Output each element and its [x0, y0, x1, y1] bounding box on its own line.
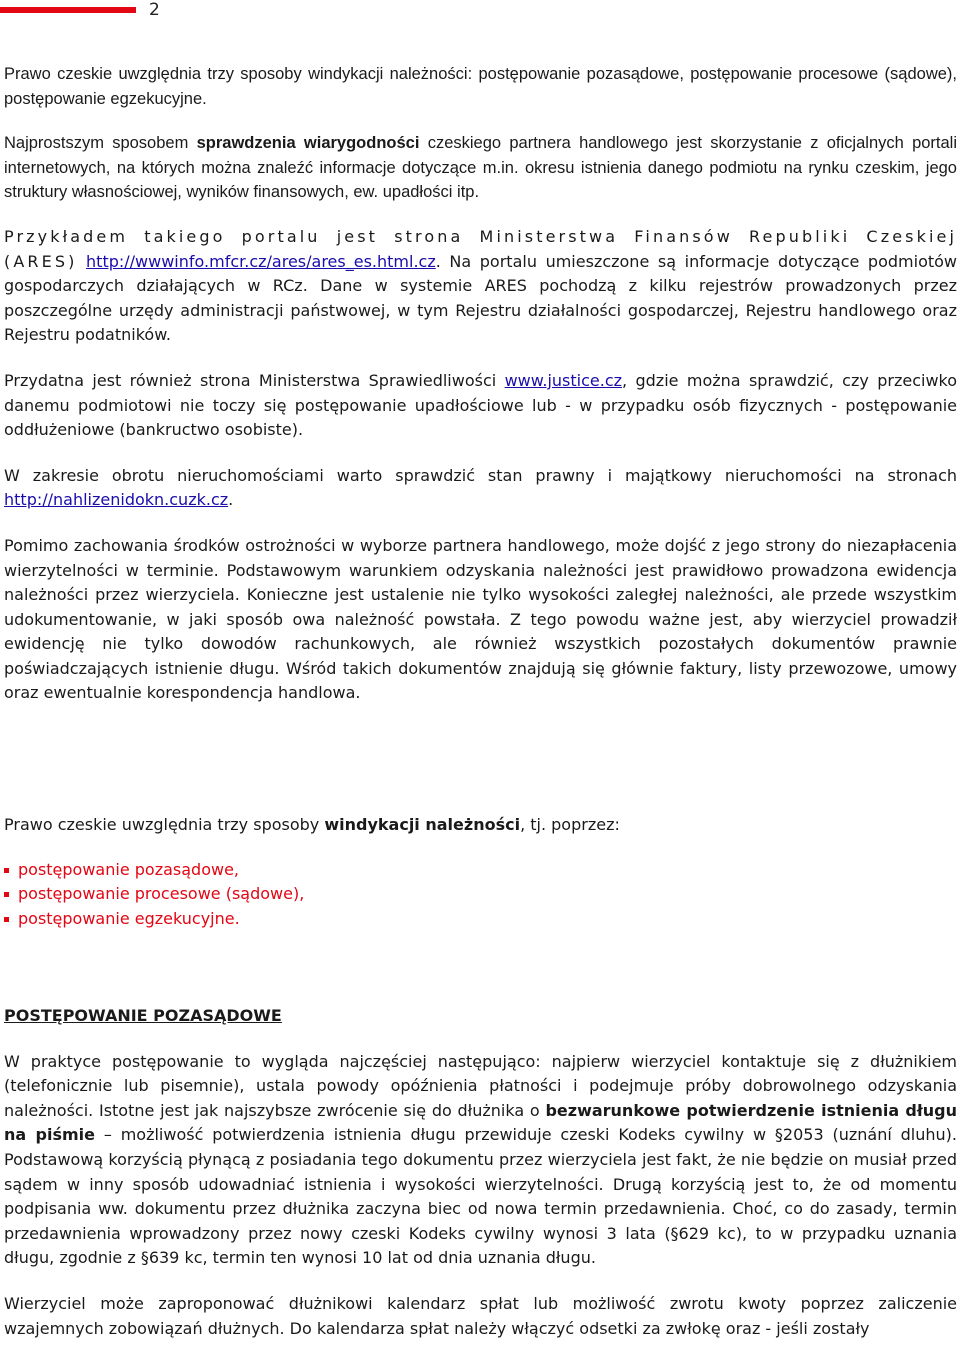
text-span: . Na portalu umieszczone są informacje dotyczące podmiotów gospodarczych działających w RCz. Dane w systemie ARES pochodzą z kilku rejestrów prowadzonych przez poszczególne urzędy administracji państwowej, w tym Rejestru działalności gospodarczej, Rejestru handlowego oraz Rejestru podatników. [4, 251, 958, 345]
list-item [4, 858, 957, 883]
list-item-label: postępowanie egzekucyjne. [18, 909, 240, 929]
text-span: . [228, 490, 234, 510]
text-span: W praktyce postępowanie to wygląda najczęściej następująco: najpierw wierzyciel kontaktuje się z dłużnikiem (telefonicznie lub pisemnie), ustala powody opóźnienia płatności i podejmuje próby dobrowolnego odzyskania należności. Istotne jest jak najszybsze zwrócenie się do dłużnika o [4, 1051, 957, 1120]
repayment-paragraph: Wierzyciel może zaproponować dłużnikowi kalendarz spłat lub możliwość zwrotu kwoty poprzez zaliczenie wzajemnych zobowiązań dłużnych. Do kalendarza spłat należy włączyć odsetki za zwłokę oraz - jeśli zostały [4, 1293, 957, 1338]
text-span: Przykładem takiego portalu jest strona Ministerstwa Finansów Republiki Czeskiej (ARES) [4, 226, 957, 271]
text-span: Najprostszym sposobem [4, 134, 197, 153]
text-span: W zakresie obrotu nieruchomościami warto sprawdzić stan prawny i majątkowy nieruchomości na stronach [4, 465, 957, 485]
ares-link[interactable]: http://wwwinfo.mfcr.cz/ares/ares_es.html.cz [86, 251, 436, 271]
receivables-paragraph: Pomimo zachowania środków ostrożności w wyborze partnera handlowego, może dojść z jego strony do niezapłacenia wierzytelności w terminie. Podstawowym warunkiem odzyskania należności jest prawidłowo prowadzona ewidencja należności przez wierzyciela. Konieczne jest ustalenie nie tylko wysokości zaległej należności, ale przede wszystkim udokumentowanie, w jaki sposób owa należność powstała. Z tego powodu ważne jest, aby wierzyciel prowadził ewidencję nie tylko dowodów rachunkowych, ale również wszystkich pozostałych dokumentów prawnie poświadczających istnienie długu. Wśród takich dokumentów znajdują się głównie faktury, listy przewozowe, umowy oraz ewentualnie korespondencja handlowa. [4, 535, 957, 703]
square-bullet-icon [4, 868, 9, 873]
text-span: , gdzie można sprawdzić, czy przeciwko danemu podmiotowi nie toczy się postępowanie upadłościowe lub - w przypadku osób fizycznych - postępowanie oddłużeniowe (bankructwo osobiste). [4, 370, 958, 440]
justice-paragraph [4, 369, 957, 443]
bold-span: sprawdzenia wiarygodności [196, 134, 420, 153]
intro-paragraph: Prawo czeskie uwzględnia trzy sposoby windykacji należności: postępowanie pozasądowe, postępowanie procesowe (sądowe), postępowanie egzekucyjne. [4, 65, 957, 108]
document-body [4, 62, 957, 1341]
bold-span: bezwarunkowe potwierdzenie istnienia długu na piśmie [4, 1100, 958, 1145]
header-accent-bar [0, 7, 136, 13]
text-span: – możliwość potwierdzenia istnienia długu przewiduje czeski Kodeks cywilny w §2053 (uznání dluhu). Podstawową korzyścią płynącą z posiadania tego dokumentu przez wierzyciela jest fakt, że nie będzie on musiał przed sądem w inny sposób udowadniać istnienia i wysokości wierzytelności. Drugą korzyścią jest to, że od momentu podpisania ww. dokumentu przez dłużnika zaczyna biec od nowa termin przedawnienia. Choć, co do zasady, termin przedawnienia wprowadzony przez nowy czeski Kodeks cywilny wynosi 3 lata (§629 kc), to w przypadku uznania długu, zgodnie z §639 kc, termin ten wynosi 10 lat od dnia uznania długu. [4, 1125, 957, 1268]
out-of-court-paragraph [4, 1050, 957, 1271]
methods-list [4, 858, 957, 932]
text-span: Przydatna jest również strona Ministerstwa Sprawiedliwości [4, 370, 505, 390]
justice-link[interactable]: www.justice.cz [504, 370, 623, 390]
text-span: Prawo czeskie uwzględnia trzy sposoby [4, 815, 325, 835]
real-estate-paragraph [4, 464, 957, 513]
verification-paragraph [4, 131, 957, 205]
section-heading: POSTĘPOWANIE POZASĄDOWE [4, 1006, 282, 1026]
page-number: 2 [149, 0, 160, 20]
list-item [4, 907, 957, 932]
cuzk-link[interactable]: http://nahlizenidokn.cuzk.cz [4, 490, 229, 510]
bold-span: windykacji należności [324, 815, 521, 835]
list-item-label: postępowanie procesowe (sądowe), [18, 884, 305, 904]
ares-paragraph [4, 225, 957, 348]
list-item [4, 882, 957, 907]
text-span: czeskiego partnera handlowego jest skorzystanie z oficjalnych portali internetowych, na których można znaleźć informacje dotyczące m.in. okresu istnienia danego podmiotu na rynku czeskim, jego struktury własnościowej, wyników finansowych, ew. upadłości itp. [4, 134, 958, 202]
methods-paragraph [4, 813, 957, 838]
square-bullet-icon [4, 892, 9, 897]
list-item-label: postępowanie pozasądowe, [18, 859, 239, 879]
text-span: , tj. poprzez: [520, 815, 620, 835]
square-bullet-icon [4, 917, 9, 922]
